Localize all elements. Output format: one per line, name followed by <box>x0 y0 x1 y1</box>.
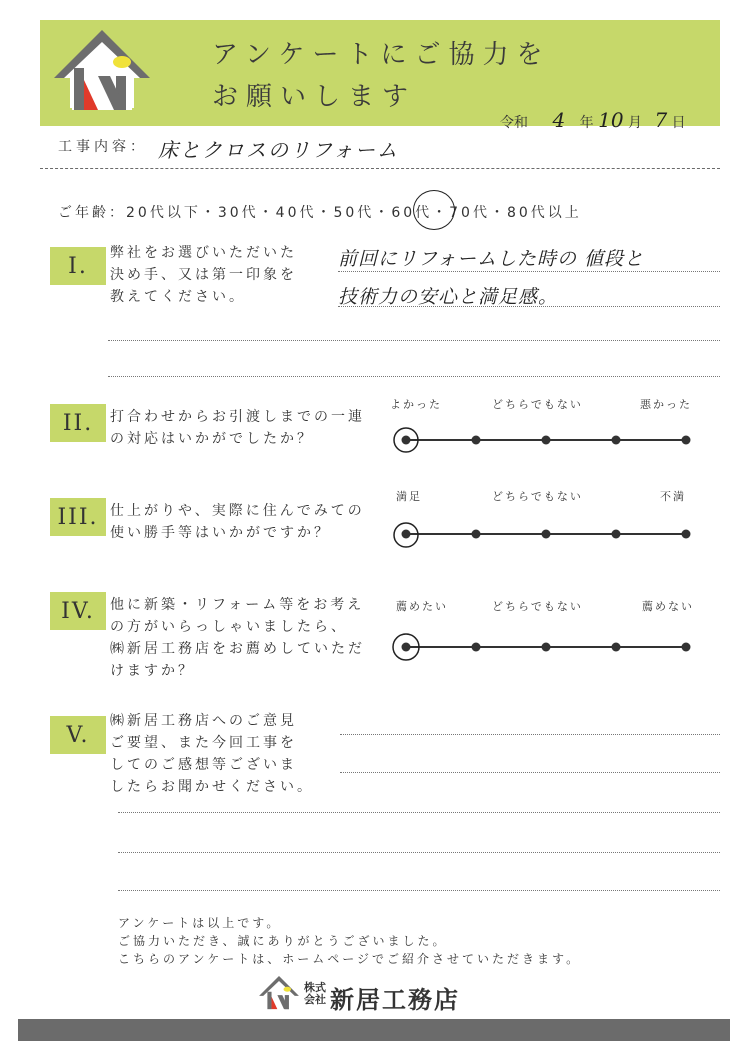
company-type-line-2: 会社 <box>304 993 326 1006</box>
date-day-unit: 日 <box>671 115 686 131</box>
q4-rating-option-2[interactable] <box>472 643 481 652</box>
age-selected-circle <box>413 190 455 230</box>
page-title-line2: お願いします <box>212 82 417 112</box>
q2-rating-option-5[interactable] <box>682 436 691 445</box>
question-3-number: III. <box>50 498 106 536</box>
q2-scale-right-label: 悪かった <box>640 398 692 411</box>
age-option-20[interactable]: 20代以下 <box>126 205 201 221</box>
date-year: 4 <box>552 108 566 132</box>
q3-rating-option-5[interactable] <box>682 530 691 539</box>
question-4-line-4: けますか？ <box>110 663 195 679</box>
company-name: 新居工務店 <box>330 985 460 1014</box>
question-2-line-2: の対応はいかがでしたか？ <box>110 431 314 447</box>
question-4-line-1: 他に新築・リフォーム等をお考え <box>110 597 365 613</box>
question-5-line-4: したらお聞かせください。 <box>110 779 314 795</box>
work-content-underline <box>40 168 720 169</box>
answer-line <box>340 772 720 773</box>
q4-scale-middle-label: どちらでもない <box>492 600 583 613</box>
closing-line-2: ご協力いただき、誠にありがとうございました。 <box>118 934 448 948</box>
company-logo-icon <box>258 976 300 1010</box>
question-2-text <box>110 406 365 450</box>
question-3-line-1: 仕上がりや、実際に住んでみての <box>110 503 365 519</box>
date-year-unit: 年 <box>579 115 594 131</box>
q4-scale-right-label: 薦めない <box>642 600 694 613</box>
closing-message <box>118 914 581 968</box>
q4-rating-option-4[interactable] <box>612 643 621 652</box>
work-content-label: 工事内容： <box>58 139 148 155</box>
answer-line <box>118 890 720 891</box>
question-2-line-1: 打合わせからお引渡しまでの一連 <box>110 409 365 425</box>
work-content-value: 床とクロスのリフォーム <box>158 138 399 162</box>
q3-rating-option-1[interactable] <box>402 530 411 539</box>
question-1-answer-line-2: 技術力の安心と満足感。 <box>338 286 559 308</box>
date-day: 7 <box>654 108 668 132</box>
question-5-number: V. <box>50 716 106 754</box>
question-5-line-1: ㈱新居工務店へのご意見 <box>110 713 297 729</box>
q3-rating-option-2[interactable] <box>472 530 481 539</box>
q3-rating-option-4[interactable] <box>612 530 621 539</box>
answer-line <box>108 340 720 341</box>
company-type <box>304 982 326 1006</box>
answer-line <box>108 376 720 377</box>
question-2-number: II. <box>50 404 106 442</box>
closing-line-3: こちらのアンケートは、ホームページでご紹介させていただきます。 <box>118 952 582 966</box>
question-3-line-2: 使い勝手等はいかがですか？ <box>110 525 331 541</box>
q3-rating-option-3[interactable] <box>542 530 551 539</box>
question-1-line-3: 教えてください。 <box>110 289 246 305</box>
q4-rating-option-5[interactable] <box>682 643 691 652</box>
bottom-bar <box>18 1019 730 1041</box>
q2-rating-scale <box>390 424 700 456</box>
q2-rating-option-2[interactable] <box>472 436 481 445</box>
question-4-line-2: の方がいらっしゃいましたら、 <box>110 619 348 635</box>
question-5-line-3: してのご感想等ございま <box>110 757 297 773</box>
q3-scale-middle-label: どちらでもない <box>492 490 583 503</box>
q4-scale-left-label: 薦めたい <box>396 600 448 613</box>
date-month: 10 <box>598 108 624 132</box>
age-row: ご年齢：20代以下・30代・40代・50代・60代・70代・80代以上 <box>58 205 582 221</box>
q3-scale-right-label: 不満 <box>660 490 686 503</box>
date-era: 令和 <box>500 115 528 131</box>
page-title-line1: アンケートにご協力を <box>212 40 551 70</box>
closing-line-1: アンケートは以上です。 <box>118 916 282 930</box>
house-logo-icon <box>54 30 150 112</box>
age-option-80[interactable]: 80代以上 <box>506 205 582 221</box>
answer-line <box>338 306 720 307</box>
q4-rating-option-3[interactable] <box>542 643 551 652</box>
q2-rating-option-4[interactable] <box>612 436 621 445</box>
question-1-text <box>110 242 297 308</box>
question-5-line-2: ご要望、また今回工事を <box>110 735 297 751</box>
question-5-text <box>110 710 314 798</box>
question-3-text <box>110 500 365 544</box>
answer-line <box>118 852 720 853</box>
answer-line <box>118 812 720 813</box>
question-1-line-1: 弊社をお選びいただいた <box>110 245 297 261</box>
q3-rating-scale <box>390 518 700 552</box>
q4-rating-option-1[interactable] <box>402 643 411 652</box>
question-1-number: I. <box>50 247 106 285</box>
age-option-70[interactable]: 70代 <box>449 205 490 221</box>
age-option-40[interactable]: 40代 <box>275 205 317 221</box>
company-type-line-1: 株式 <box>304 981 326 994</box>
question-4-number: IV. <box>50 592 106 630</box>
question-4-text <box>110 594 365 682</box>
question-4-line-3: ㈱新居工務店をお薦めしていただ <box>110 641 365 657</box>
age-option-30[interactable]: 30代 <box>217 205 259 221</box>
q3-scale-left-label: 満足 <box>396 490 422 503</box>
q2-rating-option-3[interactable] <box>542 436 551 445</box>
age-option-60[interactable]: 60代 <box>391 205 433 221</box>
q4-rating-scale <box>390 630 700 666</box>
question-1-line-2: 決め手、又は第一印象を <box>110 267 297 283</box>
q2-rating-option-1[interactable] <box>402 436 411 445</box>
q2-scale-middle-label: どちらでもない <box>492 398 583 411</box>
date-month-unit: 月 <box>628 115 642 131</box>
age-option-50[interactable]: 50代 <box>333 205 375 221</box>
answer-line <box>338 271 720 272</box>
age-label: ご年齢： <box>58 205 126 221</box>
survey-date <box>500 108 686 132</box>
q2-scale-left-label: よかった <box>390 398 442 411</box>
answer-line <box>340 734 720 735</box>
question-1-answer-line-1: 前回にリフォームした時の 値段と <box>338 248 645 270</box>
